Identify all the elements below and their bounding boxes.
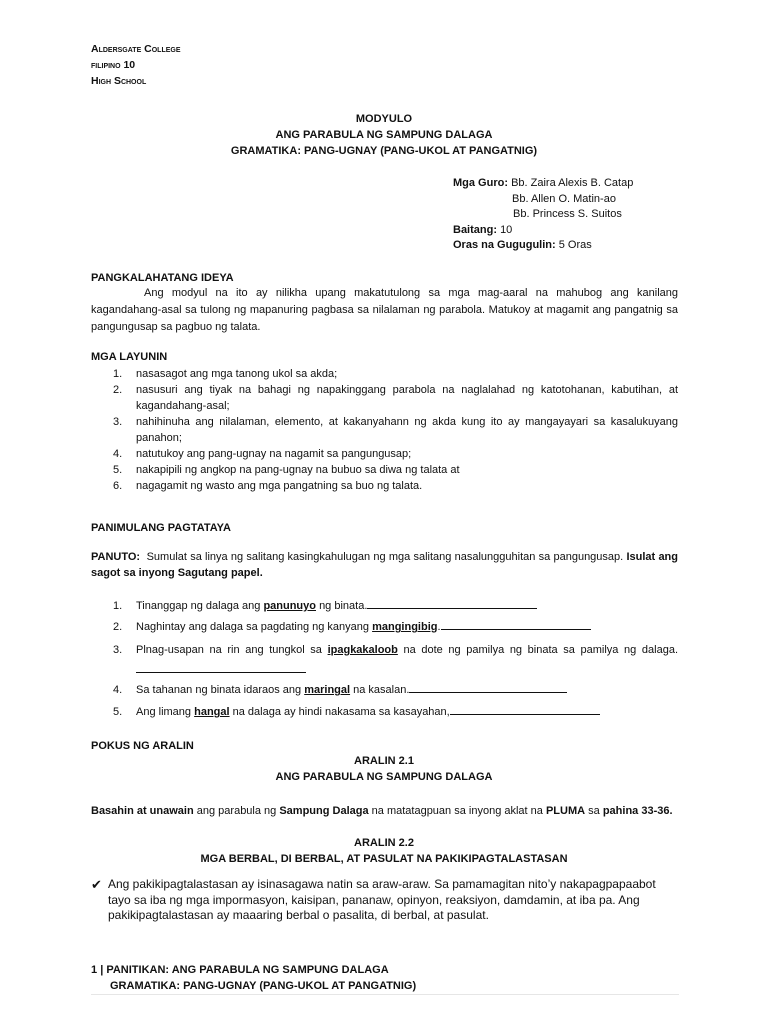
underlined-word: mangingibig — [372, 621, 438, 633]
aralin-2-1-heading: ARALIN 2.1 ANG PARABULA NG SAMPUNG DALAGA — [275, 755, 493, 783]
basahin-paragraph: Basahin at unawain ang parabula ng Sampung Dalaga na matatagpuan sa inyong aklat na PLUMA sa pahina 33-36. — [91, 805, 673, 817]
section-heading-layunin: MGA LAYUNIN — [91, 351, 168, 363]
list-item: 6. nagagamit ng wasto ang mga pangatning sa buo ng talata. — [113, 480, 423, 492]
page-number: 1 — [91, 964, 98, 976]
underlined-word: ipagkakaloob — [327, 644, 398, 656]
underlined-word: maringal — [304, 684, 351, 696]
school-header — [91, 41, 181, 89]
module-subtitle: ANG PARABULA NG SAMPUNG DALAGA — [275, 129, 493, 141]
module-title: MODYULO — [355, 113, 413, 125]
underlined-word: panunuyo — [263, 600, 316, 612]
teacher-3: Bb. Princess S. Suitos — [513, 208, 622, 220]
question-item: 3. Plnag-usapan na rin ang tungkol sa ipagkakaloob na dote ng pamilya ng binata sa pamilya ng dalaga. — [91, 640, 678, 680]
teachers-label: Mga Guro: — [453, 177, 508, 189]
teacher-2: Bb. Allen O. Matin-ao — [512, 192, 616, 205]
section-heading-pagtataya: PANIMULANG PAGTATAYA — [91, 522, 231, 534]
underlined-word: hangal — [194, 706, 230, 718]
list-item: 5. nakapipili ng angkop na pang-ugnay na bubuo sa diwa ng talata at — [113, 464, 460, 476]
teacher-info — [453, 176, 633, 254]
question-item: 2. Naghintay ang dalaga sa pagdating ng kanyang mangingibig. — [91, 619, 678, 635]
checkmark-icon: ✔ — [91, 877, 102, 892]
subject-name: filipino 10 — [91, 59, 136, 71]
answer-blank[interactable] — [367, 598, 537, 609]
question-item: 4. Sa tahanan ng binata idaraos ang maringal na kasalan. — [91, 682, 678, 698]
answer-blank[interactable] — [450, 704, 600, 715]
panuto-bold: Isulat ang sagot sa inyong Sagutang papel. — [91, 551, 678, 579]
answer-blank[interactable] — [136, 662, 306, 673]
ideya-text: Ang modyul na ito ay nilikha upang makatutulong sa mga mag-aaral na mahubog ang kanilang kagandahang-asal sa tulong ng mapanuring pagbasa sa nilalaman ng parabola. Matukoy at magamit ang pangatnig sa pangungusap sa pagbuo ng talata. — [91, 287, 678, 333]
question-item: 5. Ang limang hangal na dalaga ay hindi nakasama sa kasayahan, — [91, 704, 678, 720]
teacher-1: Bb. Zaira Alexis B. Catap — [511, 177, 634, 189]
grade-value: 10 — [500, 223, 513, 236]
footer-divider — [91, 994, 679, 995]
list-item: 1. nasasagot ang mga tanong ukol sa akda; — [113, 368, 338, 380]
answer-blank[interactable] — [409, 682, 567, 693]
objectives-list — [91, 366, 678, 494]
module-titles — [0, 111, 768, 159]
ideya-paragraph — [91, 285, 678, 336]
section-heading-pokus: POKUS NG ARALIN — [91, 740, 194, 752]
page-footer: 1 | PANITIKAN: ANG PARABULA NG SAMPUNG DALAGA GRAMATIKA: PANG-UGNAY (PANG-UKOL AT PANGATNIG) — [91, 964, 417, 992]
question-item: 1. Tinanggap ng dalaga ang panunuyo ng binata. — [91, 598, 678, 614]
question-list — [91, 598, 678, 720]
bullet-text: Ang pakikipagtalastasan ay isinasagawa natin sa araw-araw. Sa pamamagitan nito’y nakapagpapaabot tayo sa iba ng mga impormasyon, kaisipan, pananaw, opinyon, reaksiyon, damdamin, at iba pa. Ang pakikipagtalastasan ay maaaring berbal o pasalita, di berbal, at pasulat. — [108, 877, 656, 922]
footer-line-1: PANITIKAN: ANG PARABULA NG SAMPUNG DALAGA — [106, 964, 389, 976]
module-grammar-title: GRAMATIKA: PANG-UGNAY (PANG-UKOL AT PANGATNIG) — [230, 145, 538, 157]
panuto-label: PANUTO: — [91, 551, 141, 563]
grade-label: Baitang: — [453, 223, 497, 236]
duration-label: Oras na Gugugulin: — [453, 239, 556, 251]
footer-line-2: GRAMATIKA: PANG-UGNAY (PANG-UKOL AT PANGATNIG) — [110, 980, 417, 992]
list-item: 3. nahihinuha ang nilalaman, elemento, at kakanyahann ng akda kung ito ay mangayayari sa kasalukuyang panahon; — [113, 416, 678, 444]
list-item: 2. nasusuri ang tiyak na bahagi ng napakinggang parabola na naglalahad ng katotohanan, kabutihan, at kagandahang-asal; — [113, 384, 678, 412]
panuto-text: Sumulat sa linya ng salitang kasingkahulugan ng mga salitang nasalungguhitan sa pangungusap. — [146, 551, 624, 563]
school-name: Aldersgate College — [91, 43, 181, 55]
checkmark-bullet — [91, 877, 681, 924]
list-item: 4. natutukoy ang pang-ugnay na nagamit sa pangungusap; — [113, 448, 412, 460]
answer-blank[interactable] — [441, 619, 591, 630]
school-level: High School — [91, 75, 147, 87]
section-heading-ideya: PANGKALAHATANG IDEYA — [91, 272, 234, 284]
panuto-paragraph — [91, 549, 678, 581]
duration-value: 5 Oras — [558, 239, 592, 251]
aralin-2-2-heading: ARALIN 2.2 MGA BERBAL, DI BERBAL, AT PASULAT NA PAKIKIPAGTALASTASAN — [200, 837, 568, 865]
